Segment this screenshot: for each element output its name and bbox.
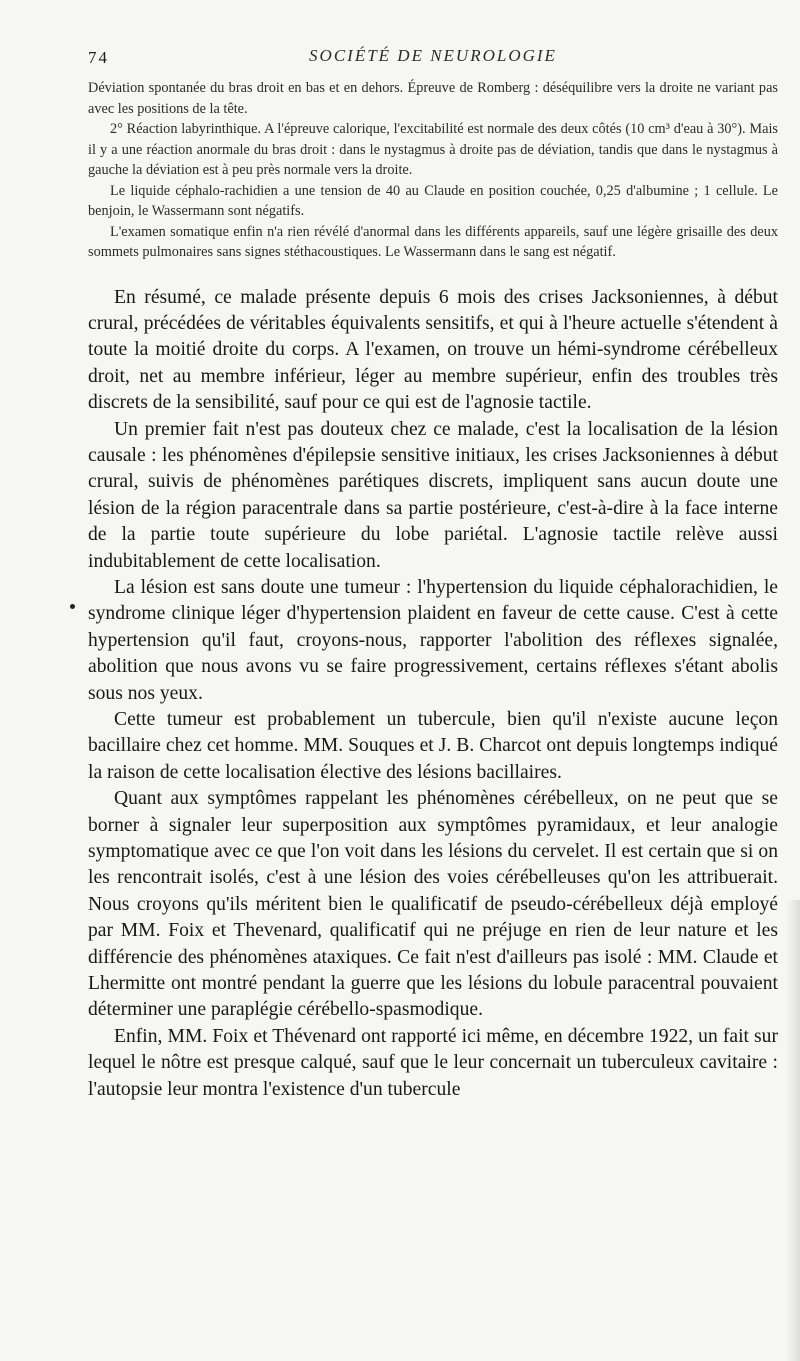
margin-mark — [70, 604, 75, 609]
body-paragraph: La lésion est sans doute une tumeur : l'hypertension du liquide céphalorachidien, le syndrome clinique léger d'hypertension plaident en faveur de cette cause. C'est à cette hypertension qu'il faut, croyons-nous, rapporter l'abolition des réflexes signalée, abolition que nous avons vu se faire progressivement, certains réflexes s'étant abolis sous nos yeux. — [88, 576, 778, 704]
body-paragraph: Cette tumeur est probablement un tubercule, bien qu'il n'existe aucune leçon bacillaire chez cet homme. MM. Souques et J. B. Charcot ont depuis longtemps indiqué la raison de cette localisation élective des lésions bacillaires. — [88, 709, 778, 783]
note-paragraph: Le liquide céphalo-rachidien a une tension de 40 au Claude en position couchée, 0,25 d'albumine ; 1 cellule. Le benjoin, le Wassermann sont négatifs. — [88, 182, 778, 219]
body-paragraph: Quant aux symptômes rappelant les phénomènes cérébelleux, on ne peut que se borner à signaler leur superposition aux symptômes pyramidaux, et leur analogie symptomatique avec ce que l'on voit dans les lésions du cervelet. Il est certain que si on les rencontrait isolés, c'est à une lésion des voies cérébelleuses qu'on les attribuerait. Nous croyons qu'ils méritent bien le qualificatif de pseudo-cérébelleux déjà employé par MM. Foix et Thevenard, qualificatif qui ne préjuge en rien de leur nature et les différencie des phénomènes ataxiques. Ce fait n'est d'ailleurs pas isolé : MM. Claude et Lhermitte ont montré pendant la guerre que les lésions du lobule paracentral pouvaient déterminer une paraplégie cérébello-spasmodique. — [88, 788, 778, 1021]
body-paragraph: En résumé, ce malade présente depuis 6 mois des crises Jacksoniennes, à début crural, précédées de véritables équivalents sensitifs, et qui à l'heure actuelle s'étendent à toute la moitié droite du corps. A l'examen, on trouve un hémi-syndrome cérébelleux droit, net au membre inférieur, léger au membre supérieur, enfin des troubles très discrets de la sensibilité, sauf pour ce qui est de l'agnosie tactile. — [88, 286, 778, 414]
body-paragraph: Un premier fait n'est pas douteux chez ce malade, c'est la localisation de la lésion causale : les phénomènes d'épilepsie sensitive initiaux, les crises Jacksoniennes à début crural, suivis de phénomènes parétiques discrets, impliquent sans aucun doute une lésion de la région paracentrale dans sa partie postérieure, c'est-à-dire à la face interne de la partie toute supérieure du lobe pariétal. L'agnosie tactile relève aussi indubitablement de cette localisation. — [88, 418, 778, 572]
page-edge-shadow — [786, 900, 800, 1361]
journal-title: SOCIÉTÉ DE NEUROLOGIE — [309, 46, 557, 65]
body-paragraph: Enfin, MM. Foix et Thévenard ont rapporté ici même, en décembre 1922, un fait sur lequel le nôtre est presque calqué, sauf que le leur concernait un tuberculeux cavitaire : l'autopsie leur montra l'existence d'un tubercule — [88, 1025, 778, 1100]
page-number: 74 — [88, 48, 109, 67]
note-paragraph: 2° Réaction labyrinthique. A l'épreuve calorique, l'excitabilité est normale des deux côtés (10 cm³ d'eau à 30°). Mais il y a une réaction anormale du bras droit : dans le nystagmus à droite pas de déviation, tandis que dans le nystagmus à gauche la déviation est à peu près normale vers la droite. — [88, 121, 778, 178]
note-paragraph: L'examen somatique enfin n'a rien révélé d'anormal dans les différents appareils, sauf une légère grisaille des deux sommets pulmonaires sans signes stéthacoustiques. Le Wassermann dans le sang est négatif. — [88, 223, 778, 260]
note-paragraph: Déviation spontanée du bras droit en bas et en dehors. Épreuve de Romberg : déséquilibre vers la droite ne variant pas avec les positions de la tête. — [88, 80, 778, 117]
main-text — [88, 285, 778, 1104]
running-head — [88, 40, 778, 70]
case-notes — [88, 78, 778, 263]
